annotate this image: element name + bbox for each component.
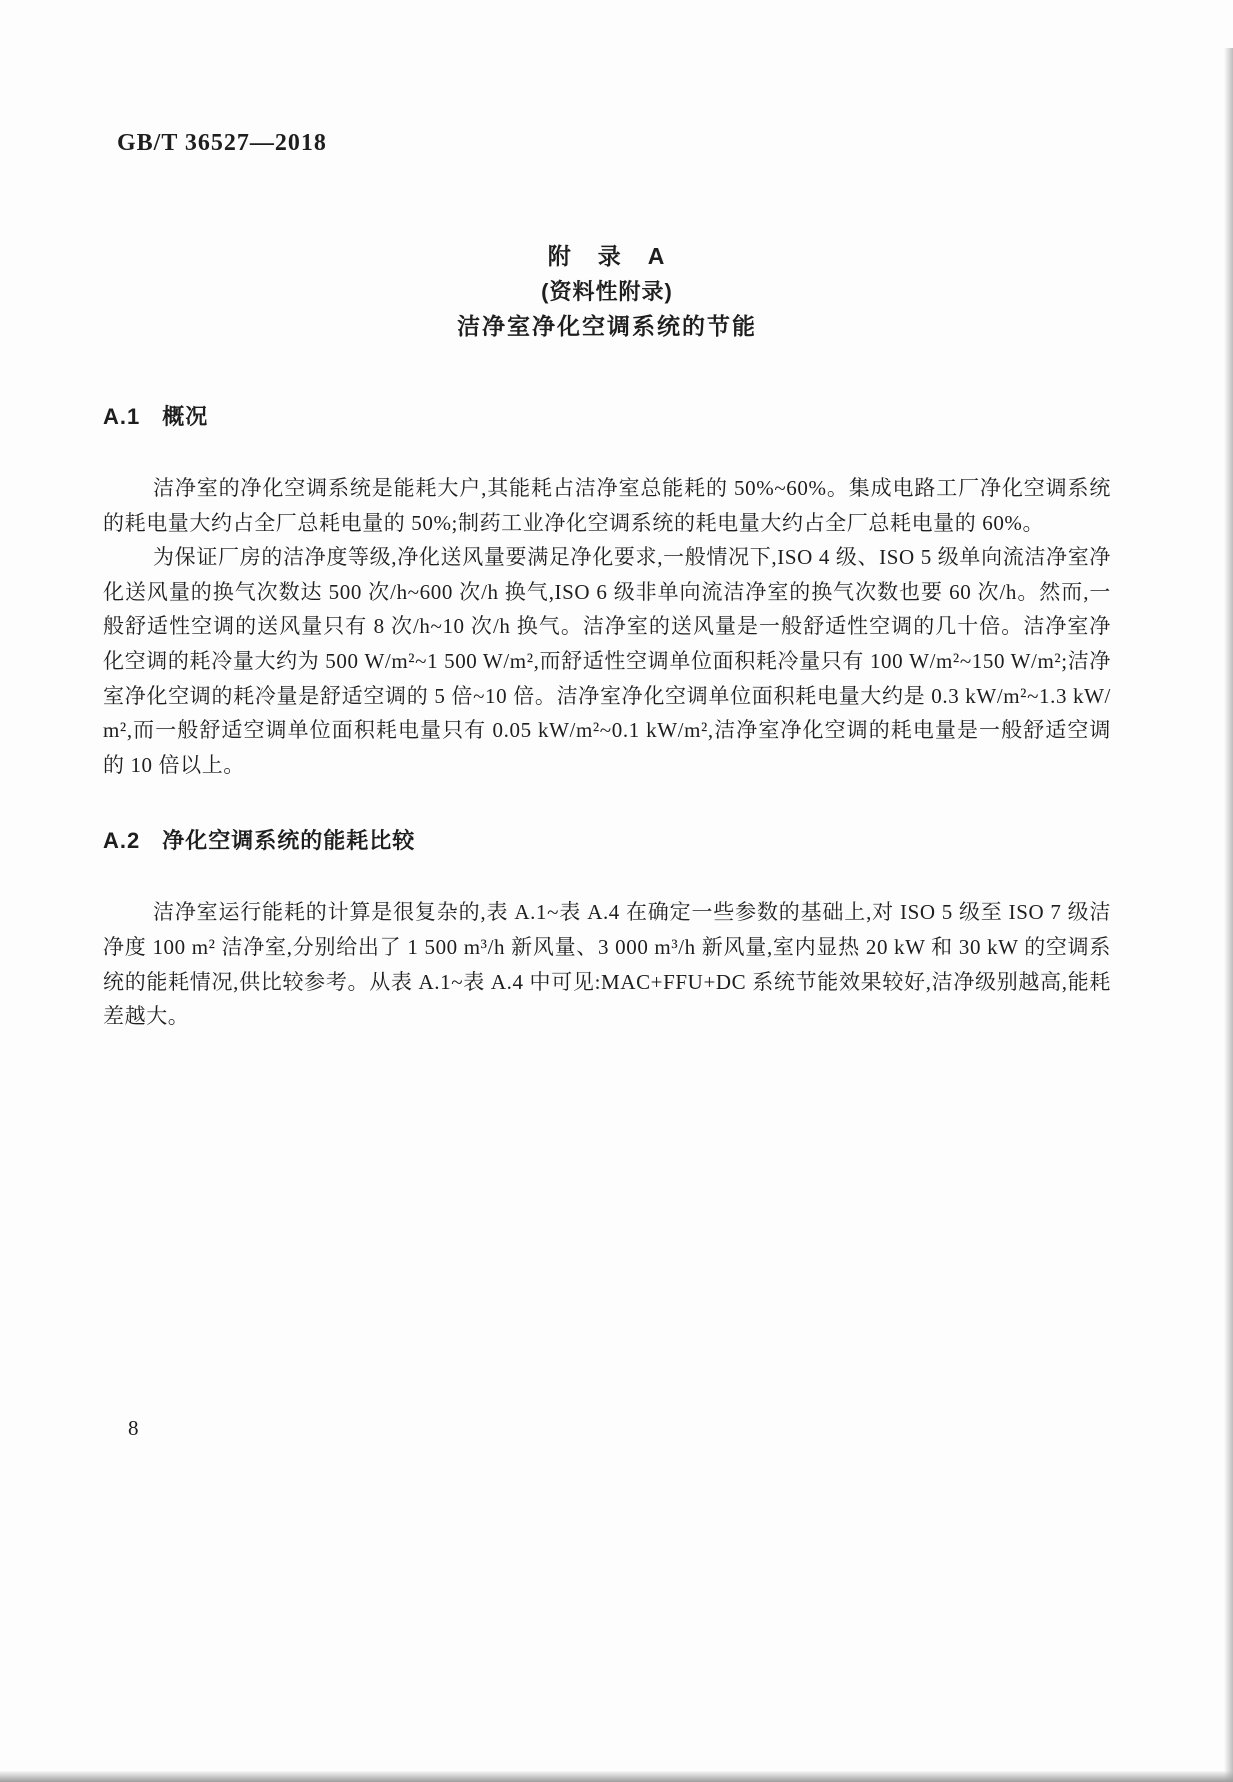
appendix-title: 附 录 A — [547, 243, 667, 269]
appendix-title-block — [103, 239, 1111, 344]
section-a2-heading — [103, 824, 1111, 855]
section-a1-heading — [103, 400, 1111, 431]
page-edge-shadow-right — [1224, 48, 1233, 1782]
page-edge-shadow-bottom — [0, 1771, 1233, 1782]
appendix-heading: 洁净室净化空调系统的节能 — [457, 313, 757, 339]
appendix-subtitle: (资料性附录) — [541, 279, 673, 304]
section-a1-paragraph-2: 为保证厂房的洁净度等级,净化送风量要满足净化要求,一般情况下,ISO 4 级、ISO 5 级单向流洁净室净化送风量的换气次数达 500 次/h~600 次/h 换气,ISO 6 级非单向流洁净室的换气次数也要 60 次/h。然而,一般舒适性空调的送风量只有 8 次/h~10 次/h 换气。洁净室的送风量是一般舒适性空调的几十倍。洁净室净化空调的耗冷量大约为 500 W/m²~1 500 W/m²,而舒适性空调单位面积耗冷量只有 100 W/m²~150 W/m²;洁净室净化空调的耗冷量是舒适空调的 5 倍~10 倍。洁净室净化空调单位面积耗电量大约是 0.3 kW/m²~1.3 kW/m²,而一般舒适空调单位面积耗电量只有 0.05 kW/m²~0.1 kW/m²,洁净室净化空调的耗电量是一般舒适空调的 10 倍以上。 — [103, 545, 1111, 777]
section-a2-title: 净化空调系统的能耗比较 — [162, 828, 416, 854]
standard-number-header: GB/T 36527—2018 — [117, 130, 327, 156]
section-a1-paragraph-1: 洁净室的净化空调系统是能耗大户,其能耗占洁净室总能耗的 50%~60%。集成电路工厂净化空调系统的耗电量大约占全厂总耗电量的 50%;制药工业净化空调系统的耗电量大约占全厂总耗电量的 60%。 — [103, 476, 1111, 535]
page-number: 8 — [128, 1416, 139, 1440]
section-a2-label: A.2 — [103, 828, 141, 854]
section-a2-paragraph-1: 洁净室运行能耗的计算是很复杂的,表 A.1~表 A.4 在确定一些参数的基础上,对 ISO 5 级至 ISO 7 级洁净度 100 m² 洁净室,分别给出了 1 500 m³/h 新风量、3 000 m³/h 新风量,室内显热 20 kW 和 30 kW 的空调系统的能耗情况,供比较参考。从表 A.1~表 A.4 中可见:MAC+FFU+DC 系统节能效果较好,洁净级别越高,能耗差越大。 — [103, 900, 1111, 1029]
section-a1-title: 概况 — [162, 404, 209, 429]
section-a1-label: A.1 — [103, 404, 141, 429]
